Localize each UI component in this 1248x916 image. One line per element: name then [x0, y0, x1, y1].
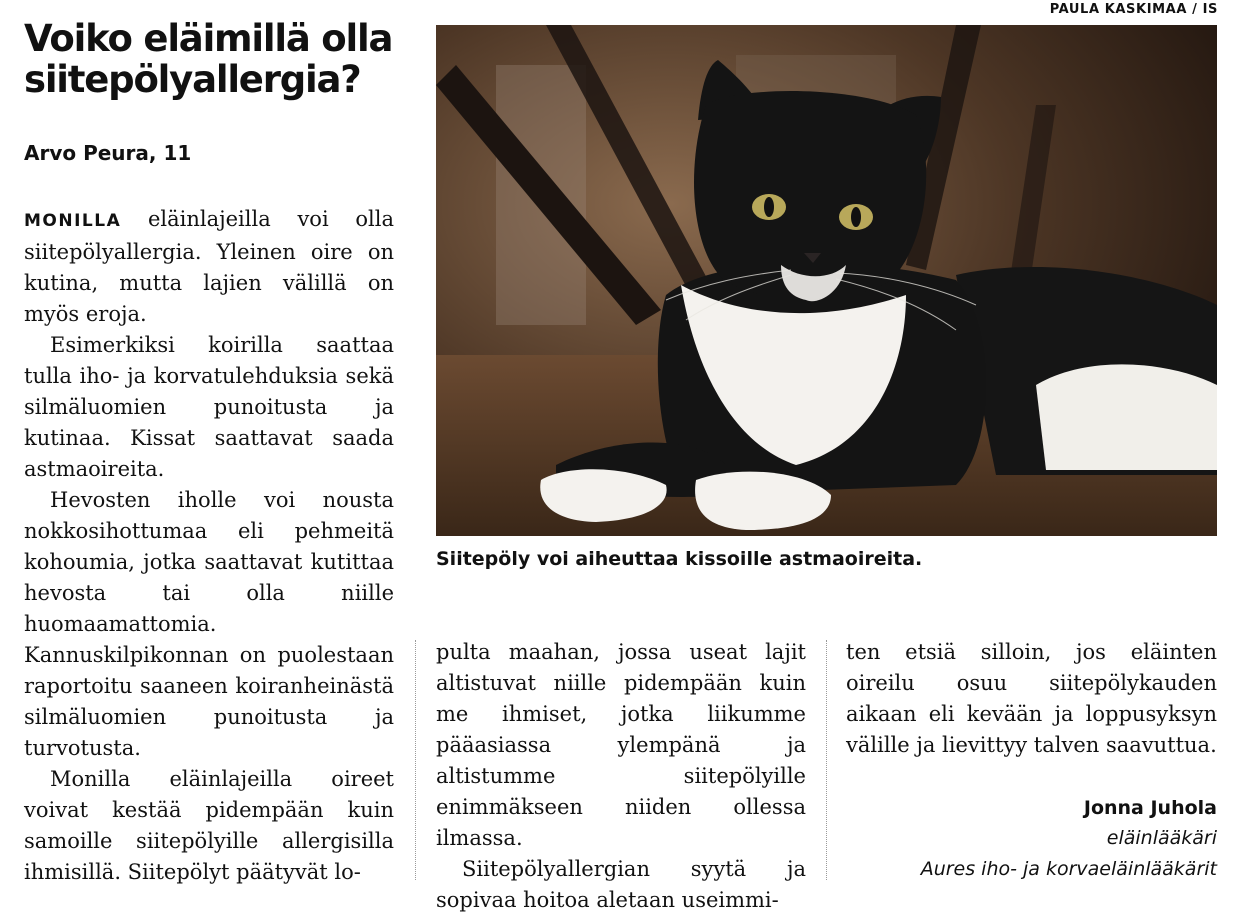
- lead-word: MONILLA: [24, 211, 122, 231]
- article-column-1: [24, 204, 394, 888]
- column-divider: [826, 640, 827, 880]
- photo-credit: PAULA KASKIMAA / IS: [1049, 2, 1218, 17]
- cat-illustration: [436, 25, 1217, 536]
- author-name: Jonna Juhola: [1083, 797, 1217, 819]
- cat-photo: [436, 25, 1217, 536]
- author-title: eläinlääkäri: [1106, 827, 1217, 849]
- paragraph-text: eläinlajeilla voi olla siitepölyallergia. Yleinen oire on kutina, mutta lajien välillä on myös eroja.: [24, 207, 394, 326]
- article-paragraph: ten etsiä silloin, jos eläinten oireilu osuu siitepölykauden aikaan eli kevään ja loppusyksyn välille ja lievittyy talven saavuttua.: [846, 640, 1217, 757]
- author-organization: Aures iho- ja korvaeläinlääkärit: [920, 858, 1217, 880]
- article-paragraph: Siitepölyallergian syytä ja sopivaa hoitoa aletaan useimmi-: [436, 857, 806, 912]
- article-paragraph: Hevosten iholle voi nousta nokkosihottumaa eli pehmeitä kohoumia, jotka saattavat kutittaa hevosta tai olla niille huomaamattomia. Kannuskilpikonnan on puolestaan raportoitu saaneen koiranheinästä silmäluomien punoitusta ja turvotusta.: [24, 488, 394, 760]
- article-column-3: [846, 637, 1217, 761]
- headline: Voiko eläimillä olla siitepölyallergia?: [24, 17, 393, 101]
- byline: Arvo Peura, 11: [24, 141, 192, 165]
- photo-caption: Siitepöly voi aiheuttaa kissoille astmaoireita.: [436, 548, 923, 570]
- column-divider: [415, 640, 416, 880]
- article-paragraph: pulta maahan, jossa useat lajit altistuvat niille pidempään kuin me ihmiset, jotka liikumme pääasiassa ylempänä ja altistumme siitepölyille enimmäkseen niiden ollessa ilmassa.: [436, 640, 806, 850]
- article-paragraph: Monilla eläinlajeilla oireet voivat kestää pidempään kuin samoille siitepölyille allergisilla ihmisillä. Siitepölyt päätyvät lo-: [24, 767, 394, 884]
- article-paragraph: Esimerkiksi koirilla saattaa tulla iho- ja korvatulehduksia sekä silmäluomien punoitusta ja kutinaa. Kissat saattavat saada astmaoireita.: [24, 333, 394, 481]
- article-paragraph: [24, 204, 394, 330]
- article-column-2: [436, 637, 806, 916]
